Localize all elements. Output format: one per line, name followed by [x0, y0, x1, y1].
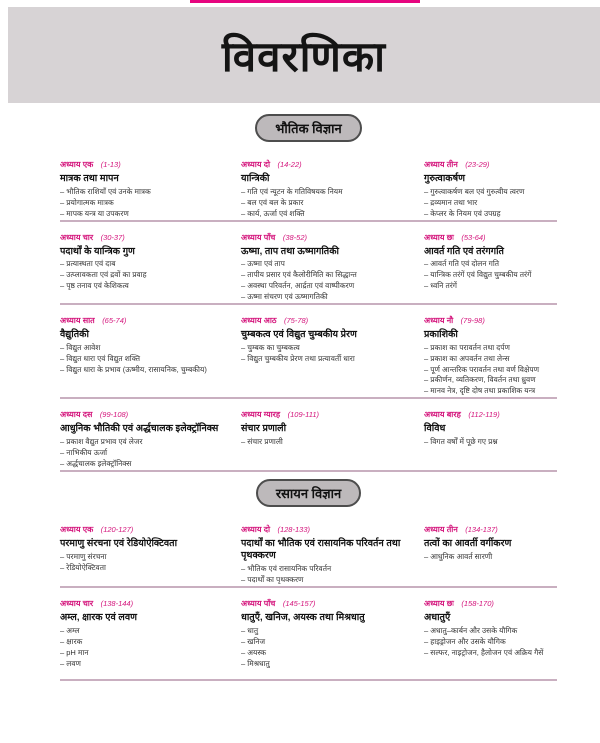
chapter-block — [424, 154, 557, 220]
chapter-block — [424, 519, 557, 586]
chapter-label: अध्याय पाँच — [241, 599, 276, 609]
chapter-title: चुम्बकत्व एवं विद्युत चुम्बकीय प्रेरण — [241, 328, 357, 340]
topic-item: – विगत वर्षों में पूछे गए प्रश्न — [424, 437, 549, 448]
chapter-title: विविध — [424, 423, 446, 435]
chapter-pages: (65-74) — [102, 315, 127, 325]
chapter-pages: (145-157) — [282, 599, 316, 609]
chapter-heading — [241, 227, 416, 245]
chapter-title: यान्त्रिकी — [241, 173, 270, 184]
topic-list — [60, 437, 233, 470]
chapter-heading — [60, 310, 233, 328]
chapter-block — [60, 227, 241, 303]
chapter-pages: (120-127) — [100, 525, 134, 535]
chapter-title: पदार्थों का भौतिक एवं रासायनिक परिवर्तन तथा पृथक्करण — [241, 538, 401, 561]
chapter-block — [241, 154, 424, 220]
chapter-title: अधातुएँ — [424, 612, 451, 624]
topic-item: – अयस्क — [241, 648, 416, 659]
chapter-label: अध्याय छः — [424, 599, 454, 609]
topic-item: – उत्प्लावकता एवं द्रवों का प्रवाह — [60, 270, 233, 281]
top-accent-line — [190, 0, 420, 3]
topic-item: – भौतिक एवं रासायनिक परिवर्तन — [241, 564, 416, 575]
topic-item: – सल्फर, नाइट्रोजन, हैलोजन एवं अक्रिय गैसें — [424, 648, 549, 659]
topic-item: – संचार प्रणाली — [241, 437, 416, 448]
chapter-block — [60, 593, 241, 679]
chapter-pages: (79-98) — [460, 315, 485, 325]
topic-item: – मिश्रधातु — [241, 659, 416, 670]
topic-item: – प्रकीर्णन, व्यतिकरण, विवर्तन तथा ध्रुवण — [424, 375, 549, 386]
chapter-heading — [424, 593, 549, 611]
chapter-pages: (158-170) — [461, 599, 494, 609]
topic-item: – पूर्ण आन्तरिक परावर्तन तथा वर्ण विक्षेपण — [424, 365, 549, 376]
topic-item: – अवस्था परिवर्तन, आर्द्रता एवं वाष्पीकरण — [241, 281, 416, 292]
chapter-heading — [241, 310, 416, 328]
chapter-block — [60, 519, 241, 586]
chapter-pages: (38-52) — [282, 232, 308, 242]
topic-list — [60, 187, 233, 220]
section-badge-physics: भौतिक विज्ञान — [255, 114, 361, 142]
topic-item: – ध्वनि तरंगें — [424, 281, 549, 292]
chapter-title: मात्रक तथा मापन — [60, 173, 119, 184]
chapter-block — [424, 227, 557, 303]
chapter-heading — [424, 227, 549, 245]
topic-item: – क्षारक — [60, 637, 233, 648]
topic-list — [60, 552, 233, 574]
topic-list — [424, 626, 549, 659]
topic-list — [60, 626, 233, 670]
topic-item: – विद्युत आवेश — [60, 343, 233, 354]
chapter-heading — [60, 154, 233, 172]
topic-list — [241, 564, 416, 586]
topic-item: – तापीय प्रसार एवं कैलोरीमिति का सिद्धान्त — [241, 270, 416, 281]
chapter-title: ऊष्मा, ताप तथा ऊष्मागतिकी — [241, 245, 339, 257]
topic-item: – अर्द्धचालक इलेक्ट्रॉनिक्स — [60, 459, 233, 470]
chapter-heading — [60, 519, 233, 537]
topic-item: – विद्युत धारा के प्रभाव (ऊष्मीय, रासायनिक, चुम्बकीय) — [60, 365, 233, 376]
topic-item: – कार्य, ऊर्जा एवं शक्ति — [241, 209, 416, 220]
topic-item: – गुरुत्वाकर्षण बल एवं गुरुत्वीय त्वरण — [424, 187, 549, 198]
chapter-label: अध्याय चार — [60, 599, 94, 609]
chapter-title: गुरुत्वाकर्षण — [424, 173, 465, 184]
chapter-label: अध्याय एक — [60, 160, 94, 169]
chapter-pages: (30-37) — [100, 232, 125, 242]
chapter-label: अध्याय तीन — [424, 525, 458, 535]
topic-list — [60, 259, 233, 292]
chapter-title: आधुनिक भौतिकी एवं अर्द्धचालक इलेक्ट्रॉनिक्स — [60, 423, 219, 435]
chapter-block — [424, 310, 557, 397]
chapter-pages: (53-64) — [461, 232, 486, 242]
chapter-pages: (99-108) — [99, 410, 129, 420]
chapter-pages: (112-119) — [468, 410, 500, 420]
chapter-block — [241, 227, 424, 303]
topic-list — [241, 437, 416, 448]
chapter-heading — [424, 154, 549, 172]
chapter-heading — [424, 519, 549, 537]
topic-list — [424, 437, 549, 448]
page-title: विवरणिका — [221, 32, 387, 80]
topic-item: – मानव नेत्र, दृष्टि दोष तथा प्रकाशिक यन्त्र — [424, 386, 549, 397]
topic-list — [241, 259, 416, 303]
chapter-heading — [424, 310, 549, 328]
topic-item: – प्रकाश वैद्युत प्रभाव एवं लेजर — [60, 437, 233, 448]
contents-page — [60, 110, 557, 681]
chapter-pages: (138-144) — [100, 599, 134, 609]
topic-item: – केप्लर के नियम एवं उपग्रह — [424, 209, 549, 220]
topic-list — [424, 552, 549, 563]
chapter-label: अध्याय छः — [424, 232, 454, 242]
chapter-label: अध्याय पाँच — [241, 232, 276, 242]
chapter-heading — [424, 404, 549, 422]
chapter-row — [60, 399, 557, 472]
topic-item: – पृष्ठ तनाव एवं केशिकत्व — [60, 281, 233, 292]
chapter-pages: (128-133) — [277, 525, 310, 535]
chapter-title: धातुएँ, खनिज, अयस्क तथा मिश्रधातु — [241, 612, 365, 624]
topic-item: – ऊष्मा संचरण एवं ऊष्मागतिकी — [241, 292, 416, 303]
chapter-title: पदार्थों के यान्त्रिक गुण — [60, 245, 135, 257]
topic-item: – बल एवं बल के प्रकार — [241, 198, 416, 209]
topic-list — [241, 343, 416, 365]
chapter-label: अध्याय दस — [60, 410, 93, 420]
chapter-title: वैद्युतिकी — [60, 328, 89, 340]
chapter-label: अध्याय नौ — [424, 315, 454, 325]
chapter-block — [241, 593, 424, 679]
topic-item: – गति एवं न्यूटन के गतिविषयक नियम — [241, 187, 416, 198]
chapter-pages: (134-137) — [465, 525, 498, 535]
topic-item: – विद्युत चुम्बकीय प्रेरण तथा प्रत्यावर्ती धारा — [241, 354, 416, 365]
chapter-title: आवर्त गति एवं तरंगगति — [424, 245, 504, 257]
chapter-heading — [60, 227, 233, 245]
chapter-title: तत्वों का आवर्ती वर्गीकरण — [424, 538, 512, 550]
topic-item: – रेडियोऐक्टिवता — [60, 563, 233, 574]
topic-item: – ऊष्मा एवं ताप — [241, 259, 416, 270]
topic-list — [424, 259, 549, 292]
topic-item: – यान्त्रिक तरंगें एवं विद्युत चुम्बकीय तरंगें — [424, 270, 549, 281]
chapter-title: परमाणु संरचना एवं रेडियोऐक्टिवता — [60, 538, 178, 550]
chapter-block — [60, 154, 241, 220]
chapter-pages: (1-13) — [100, 160, 121, 169]
chapter-heading — [241, 593, 416, 611]
chapter-heading — [60, 593, 233, 611]
topic-item: – pH मान — [60, 648, 233, 659]
chapter-pages: (23-29) — [465, 160, 490, 169]
chapter-heading — [241, 404, 416, 422]
topic-list — [241, 626, 416, 670]
chapter-row — [60, 588, 557, 681]
topic-item: – हाइड्रोजन और उसके यौगिक — [424, 637, 549, 648]
topic-item: – अम्ल — [60, 626, 233, 637]
topic-list — [424, 187, 549, 220]
chapter-title: संचार प्रणाली — [241, 423, 287, 435]
chapter-label: अध्याय एक — [60, 525, 94, 535]
topic-list — [241, 187, 416, 220]
chapter-row — [60, 305, 557, 399]
chapter-pages: (109-111) — [287, 410, 320, 420]
chapter-heading — [241, 154, 416, 172]
topic-item: – प्रकाश का परावर्तन तथा दर्पण — [424, 343, 549, 354]
topic-item: – प्रयोगात्मक मात्रक — [60, 198, 233, 209]
chapter-block — [241, 519, 424, 586]
page-banner — [8, 7, 600, 103]
topic-item: – धातु — [241, 626, 416, 637]
chapter-block — [60, 310, 241, 397]
chapter-title: अम्ल, क्षारक एवं लवण — [60, 612, 137, 624]
chapter-block — [241, 404, 424, 470]
topic-item: – पदार्थों का पृथक्करण — [241, 575, 416, 586]
topic-item: – प्रत्यास्थता एवं दाब — [60, 259, 233, 270]
topic-list — [60, 343, 233, 376]
chapter-block — [241, 310, 424, 397]
chapter-block — [424, 593, 557, 679]
chapter-label: अध्याय चार — [60, 232, 94, 242]
chapter-label: अध्याय आठ — [241, 315, 277, 325]
topic-item: – नाभिकीय ऊर्जा — [60, 448, 233, 459]
chapter-pages: (14-22) — [277, 160, 302, 169]
chapter-row — [60, 222, 557, 305]
chapter-title: प्रकाशिकी — [424, 328, 458, 340]
topic-list — [424, 343, 549, 397]
topic-item: – द्रव्यमान तथा भार — [424, 198, 549, 209]
chapter-block — [60, 404, 241, 470]
chapter-row — [60, 149, 557, 222]
topic-item: – अधातु–कार्बन और उसके यौगिक — [424, 626, 549, 637]
chapter-pages: (75-78) — [283, 315, 309, 325]
topic-item: – चुम्बक का चुम्बकत्व — [241, 343, 416, 354]
chapter-label: अध्याय दो — [241, 160, 271, 169]
chapter-label: अध्याय तीन — [424, 160, 458, 169]
chapter-label: अध्याय ग्यारह — [241, 410, 281, 420]
topic-item: – मापक यन्त्र या उपकरण — [60, 209, 233, 220]
chapter-heading — [241, 519, 416, 537]
topic-item: – भौतिक राशियाँ एवं उनके मात्रक — [60, 187, 233, 198]
topic-item: – खनिज — [241, 637, 416, 648]
topic-item: – विद्युत धारा एवं विद्युत शक्ति — [60, 354, 233, 365]
chapter-label: अध्याय दो — [241, 525, 271, 535]
topic-item: – आवर्त गति एवं दोलन गति — [424, 259, 549, 270]
section-badge-chemistry: रसायन विज्ञान — [256, 479, 361, 507]
chapter-row — [60, 514, 557, 588]
chapter-block — [424, 404, 557, 470]
topic-item: – प्रकाश का अपवर्तन तथा लेन्स — [424, 354, 549, 365]
topic-item: – आधुनिक आवर्त सारणी — [424, 552, 549, 563]
chapter-label: अध्याय बारह — [424, 410, 461, 420]
chapter-label: अध्याय सात — [60, 315, 95, 325]
chapter-heading — [60, 404, 233, 422]
topic-item: – परमाणु संरचना — [60, 552, 233, 563]
topic-item: – लवण — [60, 659, 233, 670]
